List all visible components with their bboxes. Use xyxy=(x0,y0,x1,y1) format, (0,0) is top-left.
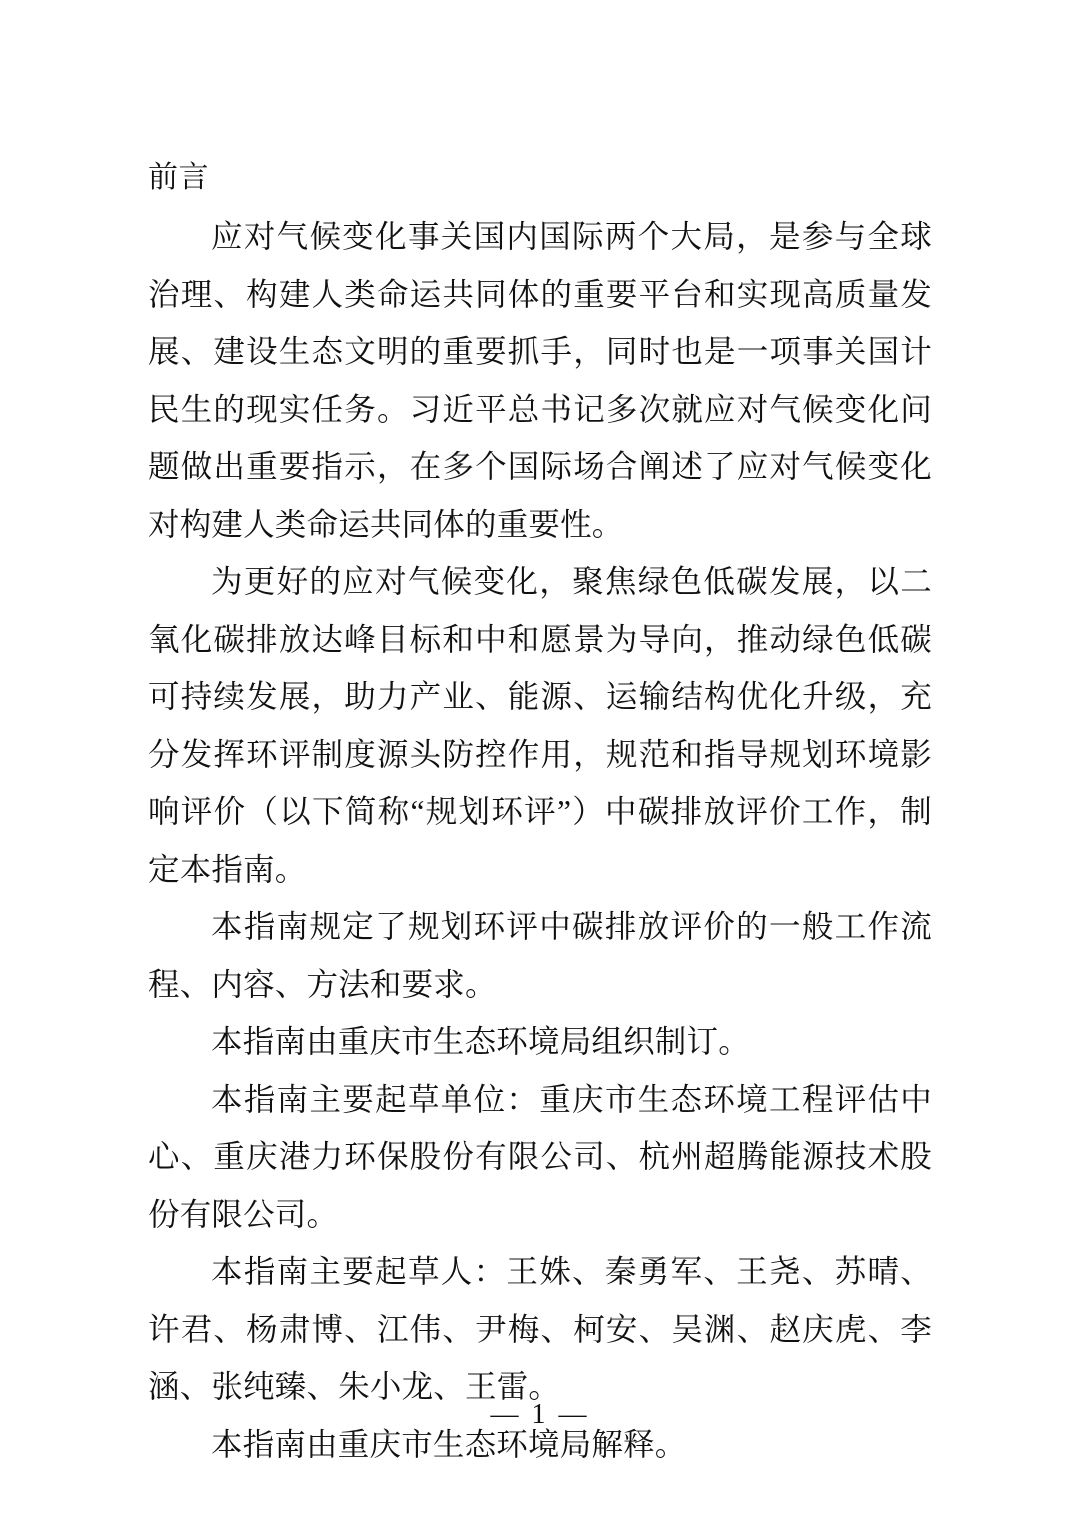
page-number: — 1 — xyxy=(490,1399,590,1430)
paragraph-1: 应对气候变化事关国内国际两个大局，是参与全球治理、构建人类命运共同体的重要平台和实现高质量发展、建设生态文明的重要抓手，同时也是一项事关国计民生的现实任务。习近平总书记多次就应对气候变化问题做出重要指示，在多个国际场合阐述了应对气候变化对构建人类命运共同体的重要性。 xyxy=(148,219,932,542)
paragraph-2: 为更好的应对气候变化，聚焦绿色低碳发展，以二氧化碳排放达峰目标和中和愿景为导向，推动绿色低碳可持续发展，助力产业、能源、运输结构优化升级，充分发挥环评制度源头防控作用，规范和指导规划环境影响评价（以下简称“规划环评”）中碳排放评价工作，制定本指南。 xyxy=(148,564,932,887)
page-title: 前言 xyxy=(148,161,209,194)
paragraph-6: 本指南主要起草人：王姝、秦勇军、王尧、苏晴、许君、杨肃博、江伟、尹梅、柯安、吴渊、赵庆虎、李涵、张纯臻、朱小龙、王雷。 xyxy=(148,1254,932,1404)
document-body xyxy=(148,150,932,1473)
paragraph-4: 本指南由重庆市生态环境局组织制订。 xyxy=(211,1024,750,1059)
paragraph-7: 本指南由重庆市生态环境局解释。 xyxy=(211,1426,687,1462)
paragraph-5: 本指南主要起草单位：重庆市生态环境工程评估中心、重庆港力环保股份有限公司、杭州超腾能源技术股份有限公司。 xyxy=(148,1081,932,1232)
paragraph-3: 本指南规定了规划环评中碳排放评价的一般工作流程、内容、方法和要求。 xyxy=(148,909,932,1002)
